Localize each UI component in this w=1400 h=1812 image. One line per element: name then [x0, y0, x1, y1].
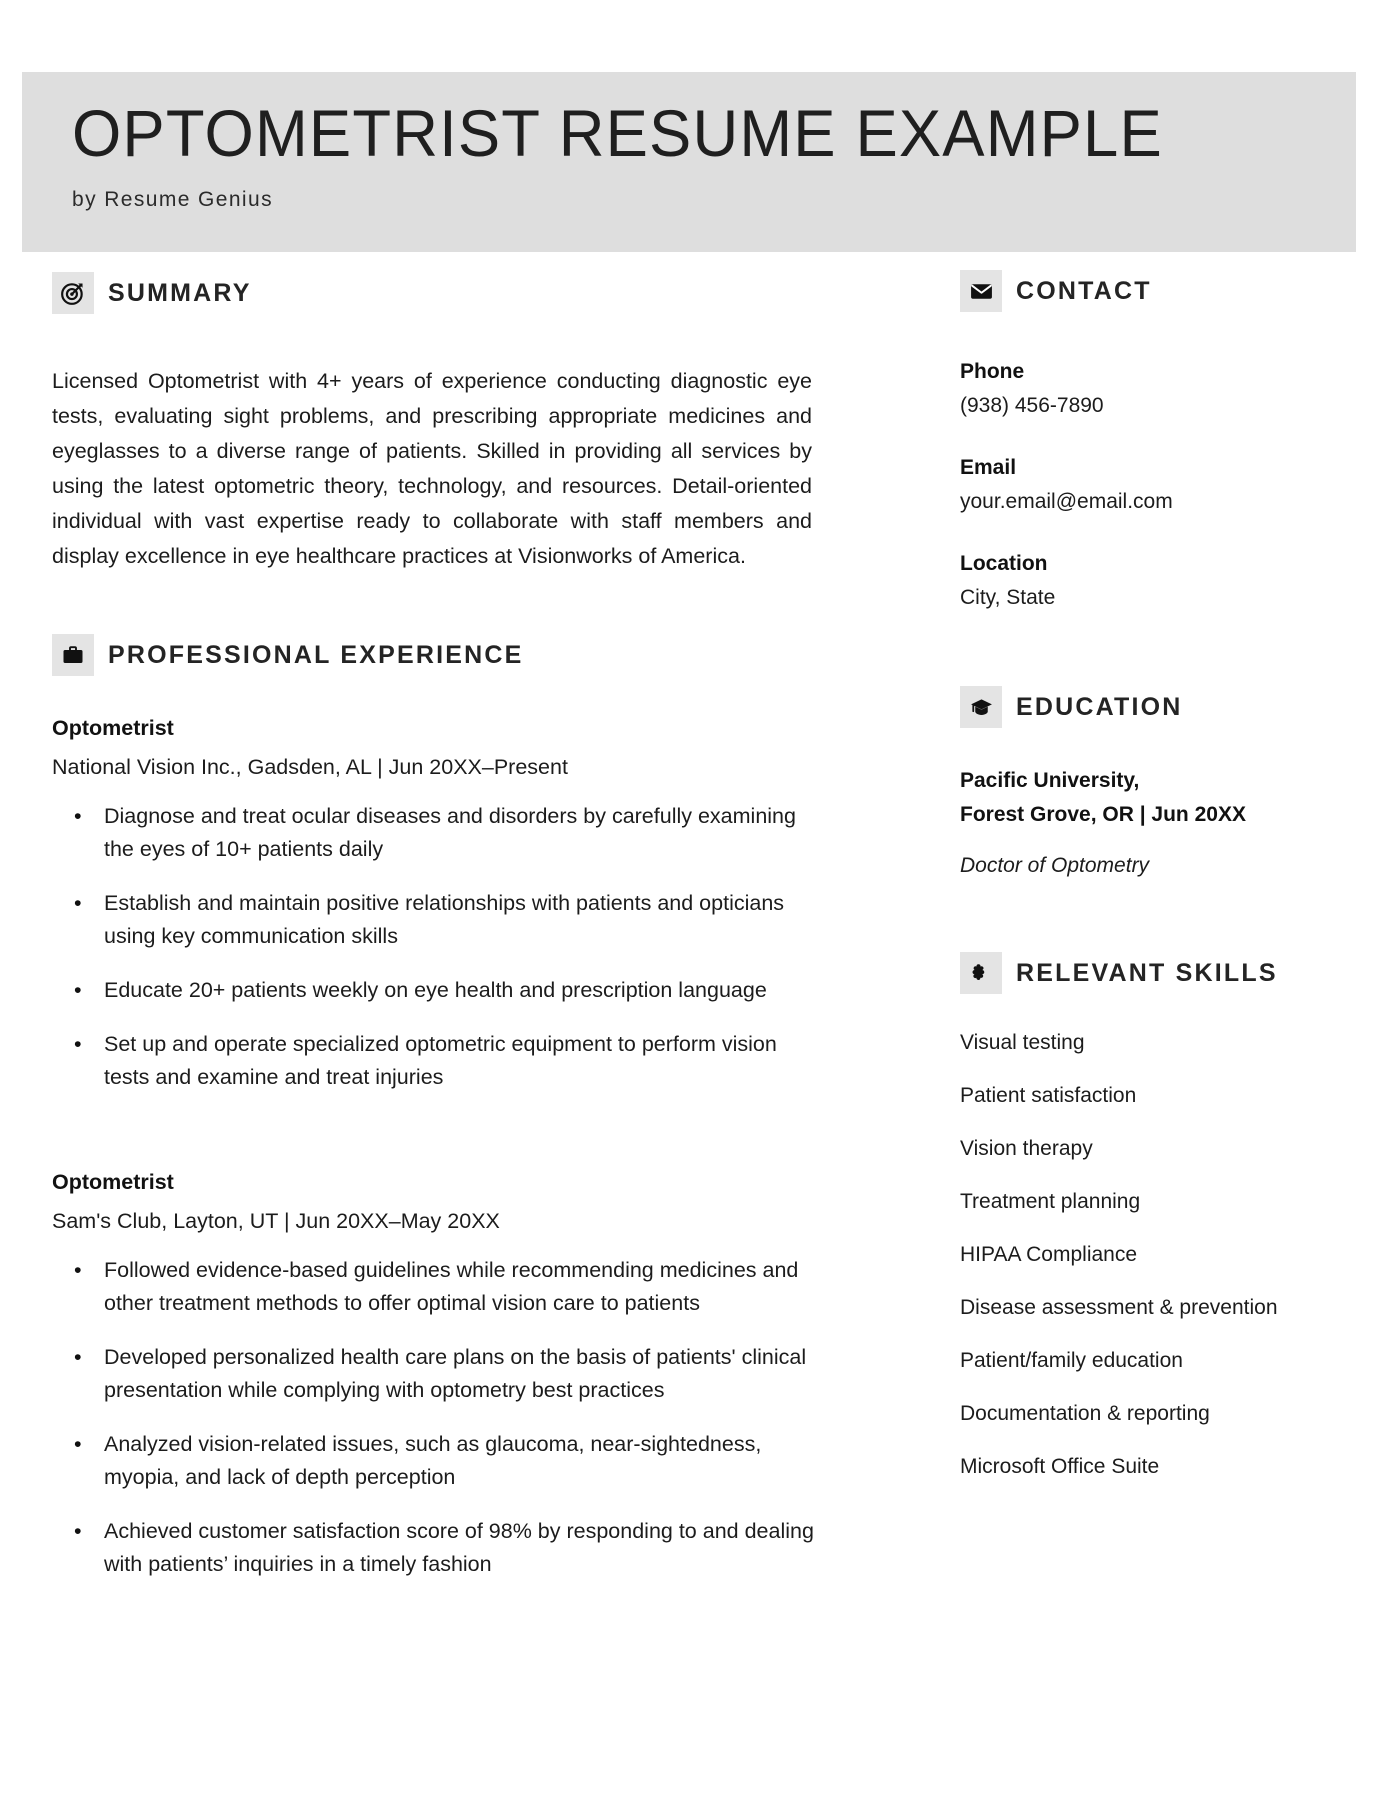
- job-bullet: [52, 800, 820, 866]
- skill-item: Disease assessment & prevention: [960, 1296, 1278, 1319]
- skill-item: Visual testing: [960, 1031, 1085, 1054]
- skill-item: Treatment planning: [960, 1190, 1141, 1213]
- resume-header-band: [22, 72, 1356, 252]
- contact-value: City, State: [960, 586, 1056, 609]
- page-title: OPTOMETRIST RESUME EXAMPLE: [72, 96, 1163, 170]
- bullet-dot: •: [74, 1345, 82, 1369]
- education-entry: [960, 764, 1360, 882]
- job-bullet-text: Establish and maintain positive relationships with patients and opticians using key communication skills: [104, 891, 785, 948]
- section-title-summary: SUMMARY: [108, 278, 252, 307]
- job-title: Optometrist: [52, 1170, 174, 1194]
- job-bullet: [52, 887, 820, 953]
- job-bullet-text: Analyzed vision-related issues, such as glaucoma, near-sightedness, myopia, and lack of depth perception: [104, 1432, 762, 1489]
- skill-item: Documentation & reporting: [960, 1402, 1210, 1425]
- job-bullet-text: Developed personalized health care plans on the basis of patients' clinical presentation while complying with optometry best practices: [104, 1345, 807, 1402]
- job-bullet: [52, 1515, 820, 1581]
- education-section: [960, 686, 1360, 882]
- job-bullet-list: [52, 1254, 820, 1581]
- section-header-summary: [52, 272, 820, 314]
- section-header-skills: [960, 952, 1360, 994]
- experience-entry: [52, 712, 820, 1094]
- job-bullet-text: Achieved customer satisfaction score of 98% by responding to and dealing with patients’ inquiries in a timely fashion: [104, 1519, 814, 1576]
- section-title-skills: RELEVANT SKILLS: [1016, 958, 1278, 987]
- bullet-dot: •: [74, 1032, 82, 1056]
- puzzle-piece-icon: [960, 952, 1002, 994]
- target-icon: [52, 272, 94, 314]
- contact-label: Phone: [960, 360, 1025, 383]
- skills-list: [960, 1028, 1360, 1482]
- bullet-dot: •: [74, 1519, 82, 1543]
- section-title-experience: PROFESSIONAL EXPERIENCE: [108, 640, 524, 669]
- summary-paragraph: Licensed Optometrist with 4+ years of experience conducting diagnostic eye tests, evaluating sight problems, and prescribing appropriate medicines and eyeglasses to a diverse range of patients. Skilled in providing all services by using the latest optometric theory, technology, and resources. Detail-oriented individual with vast expertise ready to collaborate with staff members and display excellence in eye healthcare practices at Visionworks of America.: [52, 369, 812, 568]
- left-column: [52, 272, 820, 1581]
- section-header-education: [960, 686, 1360, 728]
- byline: by Resume Genius: [72, 188, 273, 211]
- skill-item: Microsoft Office Suite: [960, 1455, 1160, 1478]
- job-bullet-text: Set up and operate specialized optometric equipment to perform vision tests and examine and treat injuries: [104, 1032, 777, 1089]
- job-bullet: [52, 1428, 820, 1494]
- job-bullet-text: Educate 20+ patients weekly on eye health and prescription language: [104, 978, 767, 1002]
- job-meta: National Vision Inc., Gadsden, AL | Jun 20XX–Present: [52, 755, 568, 779]
- skills-section: [960, 952, 1360, 1482]
- education-school-line2: Forest Grove, OR | Jun 20XX: [960, 803, 1246, 826]
- skill-item: Patient/family education: [960, 1349, 1183, 1372]
- bullet-dot: •: [74, 1432, 82, 1456]
- envelope-icon: [960, 270, 1002, 312]
- job-bullet-list: [52, 800, 820, 1094]
- job-bullet-text: Followed evidence-based guidelines while recommending medicines and other treatment methods to offer optimal vision care to patients: [104, 1258, 799, 1315]
- skill-item: Vision therapy: [960, 1137, 1093, 1160]
- job-bullet: [52, 1254, 820, 1320]
- skill-item: HIPAA Compliance: [960, 1243, 1138, 1266]
- job-bullet: [52, 1028, 820, 1094]
- contact-label: Location: [960, 552, 1048, 575]
- education-degree: Doctor of Optometry: [960, 854, 1150, 877]
- job-meta: Sam's Club, Layton, UT | Jun 20XX–May 20XX: [52, 1209, 500, 1233]
- job-bullet-text: Diagnose and treat ocular diseases and disorders by carefully examining the eyes of 10+ patients daily: [104, 804, 796, 861]
- job-bullet: [52, 1341, 820, 1407]
- contact-label: Email: [960, 456, 1017, 479]
- contact-value: (938) 456-7890: [960, 394, 1104, 417]
- section-header-experience: [52, 634, 820, 676]
- graduation-cap-icon: [960, 686, 1002, 728]
- education-school-line1: Pacific University,: [960, 769, 1140, 792]
- contact-list: [960, 356, 1360, 614]
- contact-item-location: [960, 548, 1360, 614]
- contact-value: your.email@email.com: [960, 490, 1173, 513]
- contact-item-email: [960, 452, 1360, 518]
- job-title: Optometrist: [52, 716, 174, 740]
- bullet-dot: •: [74, 891, 82, 915]
- section-title-contact: CONTACT: [1016, 276, 1152, 305]
- right-column: [960, 270, 1360, 1482]
- section-header-contact: [960, 270, 1360, 312]
- section-title-education: EDUCATION: [1016, 692, 1183, 721]
- bullet-dot: •: [74, 1258, 82, 1282]
- experience-entry: [52, 1166, 820, 1581]
- experience-section: [52, 634, 820, 1581]
- skill-item: Patient satisfaction: [960, 1084, 1137, 1107]
- bullet-dot: •: [74, 978, 82, 1002]
- job-bullet: [52, 974, 820, 1007]
- contact-item-phone: [960, 356, 1360, 422]
- bullet-dot: •: [74, 804, 82, 828]
- briefcase-icon: [52, 634, 94, 676]
